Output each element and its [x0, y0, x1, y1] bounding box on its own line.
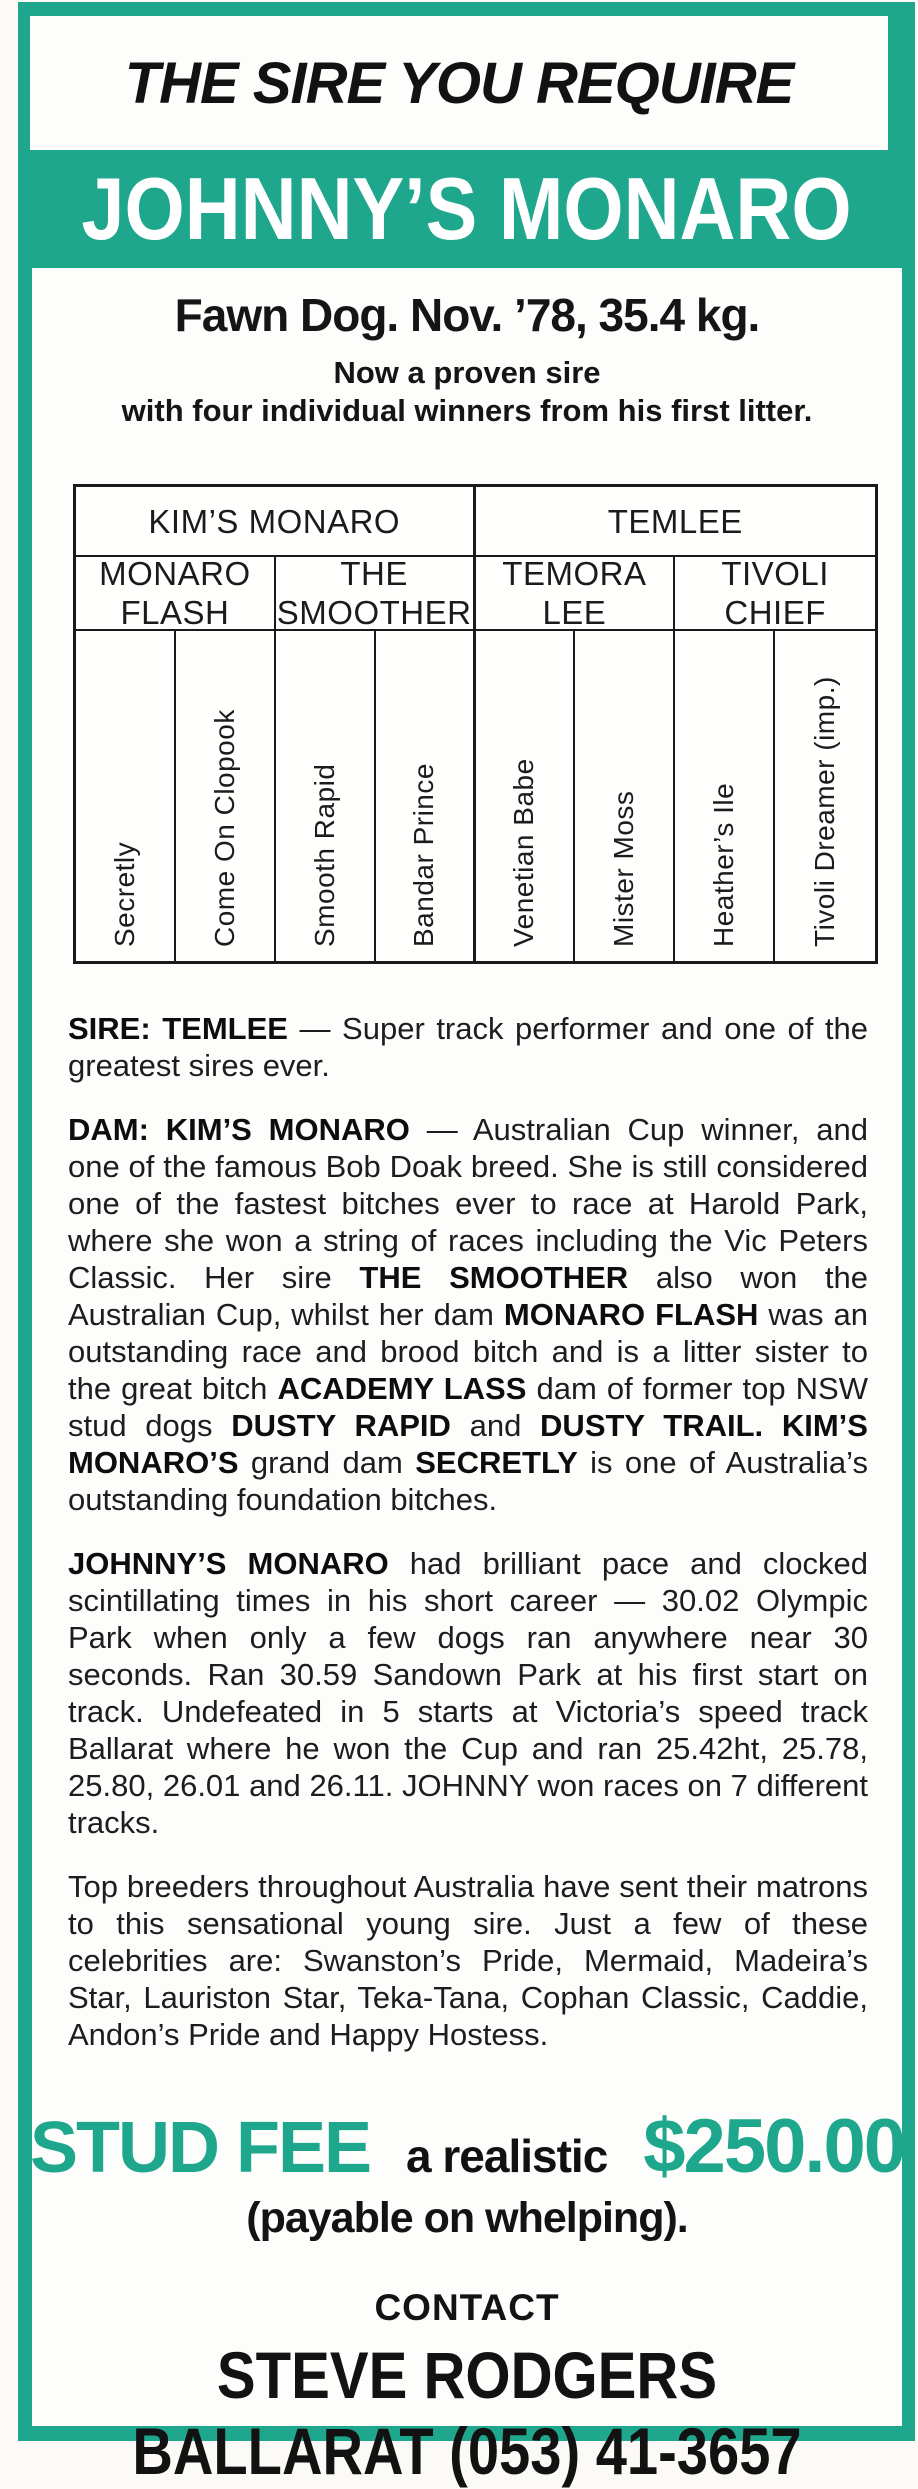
pedigree-grandparent-cell: THE SMOOTHER — [276, 557, 476, 631]
body-copy — [68, 1010, 868, 2053]
teal-frame — [18, 2, 915, 2488]
stud-fee-middle-text: a realistic — [406, 2130, 608, 2182]
contact-location-phone: BALLARAT (053) 41-3657 — [132, 2414, 802, 2488]
pedigree-great-grandparent-cell — [575, 631, 675, 961]
pedigree-great-grandparent-name: Bandar Prince — [408, 763, 440, 947]
pedigree-great-grandparent-name: Venetian Babe — [508, 758, 540, 947]
pedigree-great-grandparent-name: Smooth Rapid — [308, 763, 340, 947]
pedigree-sire-cell: TEMLEE — [476, 487, 876, 557]
proven-sire-note — [32, 354, 902, 430]
content-area — [29, 268, 905, 2488]
pedigree-great-grandparent-name: Heather’s Ile — [708, 782, 740, 947]
pedigree-dam-cell: KIM’S MONARO — [76, 487, 476, 557]
pedigree-great-grandparent-cell — [376, 631, 476, 961]
dog-name-banner: JOHNNY’S MONARO — [81, 159, 852, 258]
pedigree-grandparent-cell: MONARO FLASH — [76, 557, 276, 631]
paragraph-breeders: Top breeders throughout Australia have sent their matrons to this sensational young sire. Just a few of these celebrities are: Swanston’s Pride, Mermaid, Madeira’s Star, Lauriston Star, Teka-Tana, Cophan Classic, Caddie, Andon’s Pride and Happy Hostess. — [68, 1869, 868, 2052]
pedigree-great-grandparent-cell — [276, 631, 376, 961]
stud-fee-row — [29, 2103, 905, 2190]
pedigree-table — [73, 484, 878, 964]
pedigree-great-grandparent-cell — [675, 631, 775, 961]
stud-fee-note: (payable on whelping). — [246, 2194, 688, 2242]
pedigree-great-grandparent-cell — [176, 631, 276, 961]
paragraph-dam: DAM: KIM’S MONARO — Australian Cup winner, and one of the famous Bob Doak breed. She is still considered one of the fastest bitches ever to race at Harold Park, where she won a string of races including the Vic Peters Classic. Her sire THE SMOOTHER also won the Australian Cup, whilst her dam MONARO FLASH was an outstanding race and brood bitch and is a litter sister to the great bitch ACADEMY LASS dam of former top NSW stud dogs DUSTY RAPID and DUSTY TRAIL. KIM’S MONARO’S grand dam SECRETLY is one of Australia’s outstanding foundation bitches. — [68, 1112, 868, 1517]
pedigree-great-grandparent-cell — [775, 631, 875, 961]
pedigree-great-grandparent-name: Mister Moss — [608, 790, 640, 947]
pedigree-great-grandparent-name: Tivoli Dreamer (imp.) — [809, 676, 841, 947]
paragraph-sire: SIRE: TEMLEE — Super track performer and one of the greatest sires ever. — [68, 1011, 869, 1083]
contact-heading: CONTACT — [374, 2287, 560, 2328]
pedigree-grandparent-cell: TEMORA LEE — [476, 557, 676, 631]
pedigree-grandparent-cell: TIVOLI CHIEF — [675, 557, 875, 631]
paragraph-career: JOHNNY’S MONARO had brilliant pace and clocked scintillating times in his short career — 30.02 Olympic Park when only a few dogs ran anywhere near 30 seconds. Ran 30.59 Sandown Park at his first start on track. Undefeated in 5 starts at Victoria’s speed track Ballarat where he won the Cup and ran 25.42ht, 25.78, 25.80, 26.01 and 26.11. JOHNNY won races on 7 different tracks. — [68, 1546, 868, 1840]
pedigree-great-grandparent-cell — [476, 631, 576, 961]
proven-sire-line2: with four individual winners from his first litter. — [121, 393, 813, 428]
tagline-text: THE SIRE YOU REQUIRE — [124, 50, 794, 116]
pedigree-great-grandparent-name: Come On Clopook — [208, 709, 240, 947]
contact-name: STEVE RODGERS — [216, 2338, 718, 2412]
proven-sire-line1: Now a proven sire — [333, 355, 601, 390]
pedigree-great-grandparent-cell — [76, 631, 176, 961]
pedigree-great-grandparent-name: Secretly — [108, 841, 140, 947]
stud-fee-amount: $250.00 — [643, 2104, 905, 2189]
stud-fee-label: STUD FEE — [29, 2108, 371, 2188]
tagline-box — [30, 16, 888, 150]
dog-description: Fawn Dog. Nov. ’78, 35.4 kg. — [174, 289, 760, 341]
